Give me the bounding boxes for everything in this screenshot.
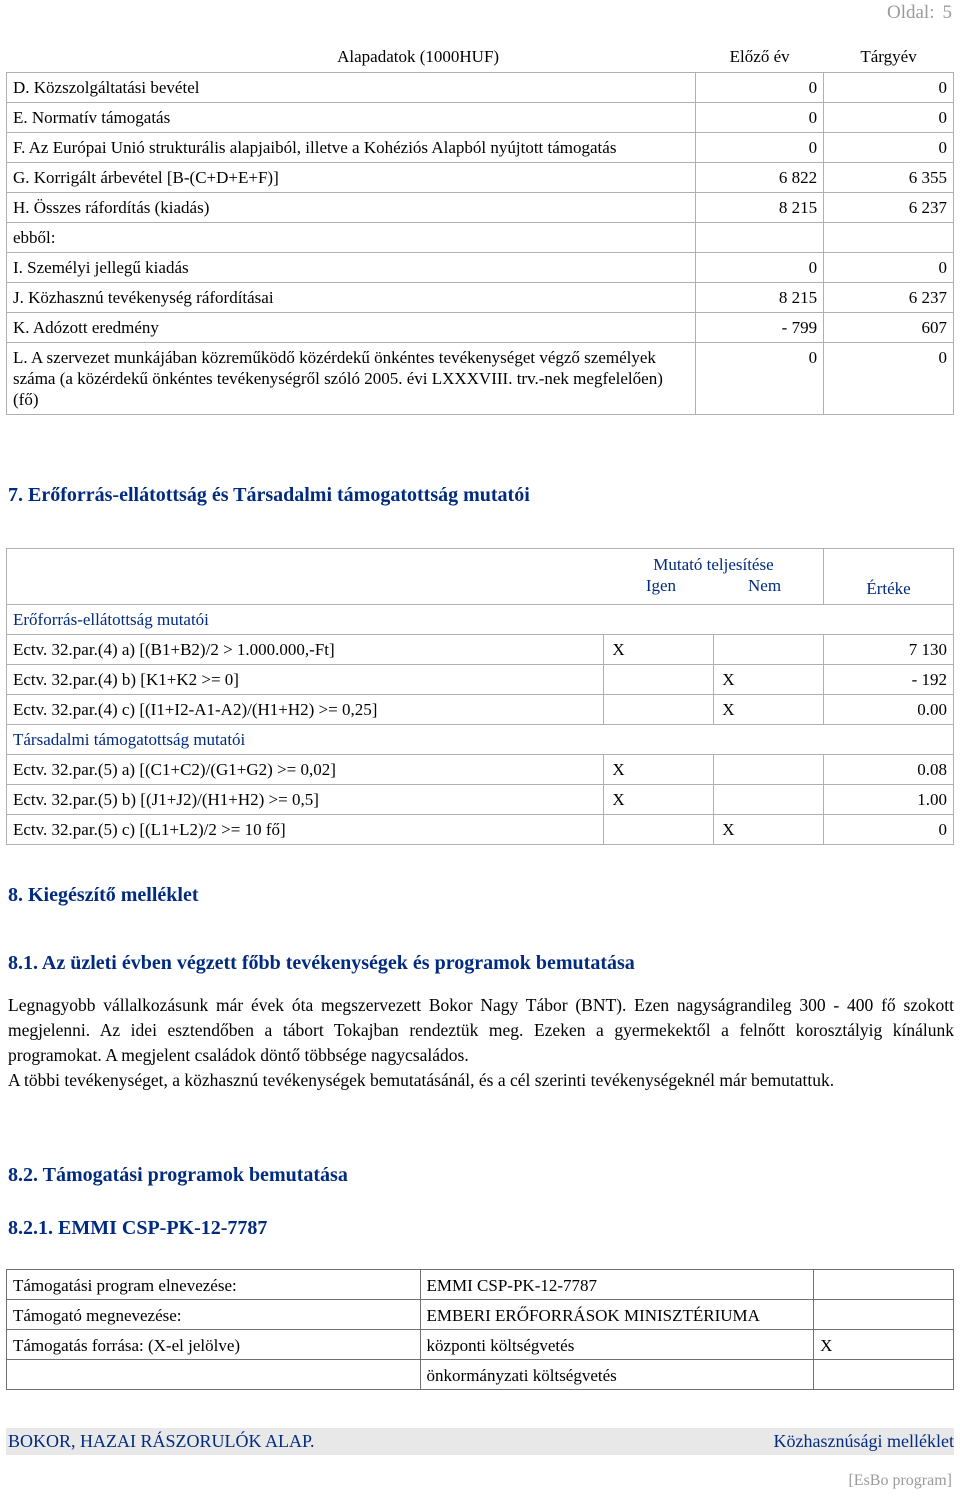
activities-paragraph-2: A többi tevékenységet, a közhasznú tevékenységek bemutatásánál, és a cél szerinti tevékenységeknél már bemutattuk.	[8, 1070, 835, 1090]
footer-program: [EsBo program]	[848, 1472, 952, 1489]
indicator-value: 7 130	[824, 635, 954, 665]
support-value: központi költségvetés	[420, 1330, 814, 1360]
header-empty	[7, 549, 604, 605]
row-prev: 0	[696, 102, 824, 132]
row-label: K. Adózott eredmény	[7, 312, 696, 342]
row-prev: 8 215	[696, 282, 824, 312]
row-prev	[696, 222, 824, 252]
row-prev: 6 822	[696, 162, 824, 192]
section-7-title: 7. Erőforrás-ellátottság és Társadalmi támogatottság mutatói	[8, 484, 530, 506]
table-row	[7, 162, 954, 192]
indicator-value: 0.08	[824, 755, 954, 785]
header-basic: Alapadatok (1000HUF)	[337, 47, 500, 66]
table-row	[7, 755, 954, 785]
header-fulfilment	[604, 549, 824, 605]
section-8-1-title: 8.1. Az üzleti évben végzett főbb tevékenységek és programok bemutatása	[8, 952, 635, 974]
group-row	[7, 605, 954, 635]
indicator-value: 1.00	[824, 785, 954, 815]
indicator-value: 0.00	[824, 695, 954, 725]
header-fulfilment-label: Mutató teljesítése	[653, 555, 774, 574]
header-yes: Igen	[645, 576, 677, 595]
header-current-year: Tárgyév	[860, 47, 917, 66]
indicator-no: X	[714, 695, 824, 725]
group-resource-title: Erőforrás-ellátottság mutatói	[7, 605, 954, 635]
indicator-no	[714, 785, 824, 815]
support-label	[7, 1360, 421, 1390]
table-row	[7, 785, 954, 815]
section-8-2-title: 8.2. Támogatási programok bemutatása	[8, 1164, 348, 1186]
section-8-2-1-title: 8.2.1. EMMI CSP-PK-12-7787	[8, 1217, 268, 1239]
page-number	[879, 2, 952, 24]
indicator-yes: X	[604, 755, 714, 785]
support-label: Támogatási program elnevezése:	[7, 1270, 421, 1300]
indicator-yes	[604, 815, 714, 845]
table-row	[7, 1300, 954, 1330]
row-prev: 0	[696, 252, 824, 282]
table-row	[7, 132, 954, 162]
row-prev: 8 215	[696, 192, 824, 222]
row-curr: 6 237	[824, 192, 954, 222]
page-label: Oldal:	[887, 2, 935, 23]
indicator-label: Ectv. 32.par.(5) a) [(C1+C2)/(G1+G2) >= 0,02]	[7, 755, 604, 785]
table-row	[7, 252, 954, 282]
basic-data-table	[6, 42, 954, 415]
row-prev: 0	[696, 132, 824, 162]
basic-data-header	[7, 42, 954, 72]
table-row	[7, 102, 954, 132]
indicators-header	[7, 549, 954, 605]
table-row	[7, 1360, 954, 1390]
table-row	[7, 635, 954, 665]
indicator-value: 0	[824, 815, 954, 845]
header-yes-no	[610, 575, 817, 596]
header-prev-year: Előző év	[729, 47, 790, 66]
row-curr: 0	[824, 132, 954, 162]
support-value: önkormányzati költségvetés	[420, 1360, 814, 1390]
table-row	[7, 695, 954, 725]
indicator-yes: X	[604, 785, 714, 815]
row-label: G. Korrigált árbevétel [B-(C+D+E+F)]	[7, 162, 696, 192]
row-label: F. Az Európai Unió strukturális alapjaiból, illetve a Kohéziós Alapból nyújtott támogatás	[7, 132, 696, 162]
row-label: L. A szervezet munkájában közreműködő közérdekű önkéntes tevékenységet végző személyek száma (a közérdekű önkéntes tevékenységről szóló 2005. évi LXXXVIII. trv.-nek megfelelően) (fő)	[7, 342, 696, 414]
indicator-yes	[604, 695, 714, 725]
table-row	[7, 192, 954, 222]
row-curr: 0	[824, 102, 954, 132]
indicator-no	[714, 755, 824, 785]
indicator-yes: X	[604, 635, 714, 665]
indicator-label: Ectv. 32.par.(4) a) [(B1+B2)/2 > 1.000.000,-Ft]	[7, 635, 604, 665]
row-curr: 0	[824, 342, 954, 414]
row-curr: 0	[824, 252, 954, 282]
indicator-label: Ectv. 32.par.(4) b) [K1+K2 >= 0]	[7, 665, 604, 695]
indicator-label: Ectv. 32.par.(5) c) [(L1+L2)/2 >= 10 fő]	[7, 815, 604, 845]
table-row	[7, 1270, 954, 1300]
section-8-title: 8. Kiegészítő melléklet	[8, 884, 199, 906]
row-curr: 0	[824, 72, 954, 102]
indicator-label: Ectv. 32.par.(4) c) [(I1+I2-A1-A2)/(H1+H2) >= 0,25]	[7, 695, 604, 725]
row-label: H. Összes ráfordítás (kiadás)	[7, 192, 696, 222]
table-row	[7, 282, 954, 312]
row-label: I. Személyi jellegű kiadás	[7, 252, 696, 282]
footer-document-type: Közhasznúsági melléklet	[773, 1431, 954, 1451]
indicators-table	[6, 548, 954, 845]
support-label: Támogatás forrása: (X-el jelölve)	[7, 1330, 421, 1360]
support-value: EMBERI ERŐFORRÁSOK MINISZTÉRIUMA	[420, 1300, 814, 1330]
page-number-value: 5	[942, 2, 952, 23]
row-curr	[824, 222, 954, 252]
support-table	[6, 1269, 954, 1390]
row-prev: 0	[696, 72, 824, 102]
header-no: Nem	[748, 576, 782, 595]
row-curr: 6 355	[824, 162, 954, 192]
indicator-no: X	[714, 665, 824, 695]
table-row	[7, 72, 954, 102]
row-curr: 6 237	[824, 282, 954, 312]
table-row	[7, 342, 954, 414]
support-mark	[814, 1270, 954, 1300]
indicator-value: - 192	[824, 665, 954, 695]
row-label: ebből:	[7, 222, 696, 252]
indicator-no: X	[714, 815, 824, 845]
row-label: J. Közhasznú tevékenység ráfordításai	[7, 282, 696, 312]
footer-organization: BOKOR, HAZAI RÁSZORULÓK ALAP.	[8, 1431, 315, 1451]
table-row	[7, 222, 954, 252]
indicator-yes	[604, 665, 714, 695]
row-prev: - 799	[696, 312, 824, 342]
indicator-label: Ectv. 32.par.(5) b) [(J1+J2)/(H1+H2) >= 0,5]	[7, 785, 604, 815]
row-label: D. Közszolgáltatási bevétel	[7, 72, 696, 102]
table-row	[7, 815, 954, 845]
support-mark	[814, 1300, 954, 1330]
row-curr: 607	[824, 312, 954, 342]
table-row	[7, 665, 954, 695]
header-value: Értéke	[824, 549, 954, 605]
support-mark	[814, 1360, 954, 1390]
group-social-title: Társadalmi támogatottság mutatói	[7, 725, 954, 755]
row-prev: 0	[696, 342, 824, 414]
support-mark: X	[814, 1330, 954, 1360]
table-row	[7, 312, 954, 342]
support-label: Támogató megnevezése:	[7, 1300, 421, 1330]
indicator-no	[714, 635, 824, 665]
activities-paragraph-1: Legnagyobb vállalkozásunk már évek óta megszervezett Bokor Nagy Tábor (BNT). Ezen nagyságrandileg 300 - 400 fő szokott megjelenni. Az idei esztendőben a tábort Tokajban rendeztük meg. Ezeken a gyermekektől a felnőtt korosztályig kínálunk programokat. A megjelent családok döntő többsége nagycsaládos.	[8, 995, 954, 1065]
table-row	[7, 1330, 954, 1360]
row-label: E. Normatív támogatás	[7, 102, 696, 132]
group-row	[7, 725, 954, 755]
support-value: EMMI CSP-PK-12-7787	[420, 1270, 814, 1300]
